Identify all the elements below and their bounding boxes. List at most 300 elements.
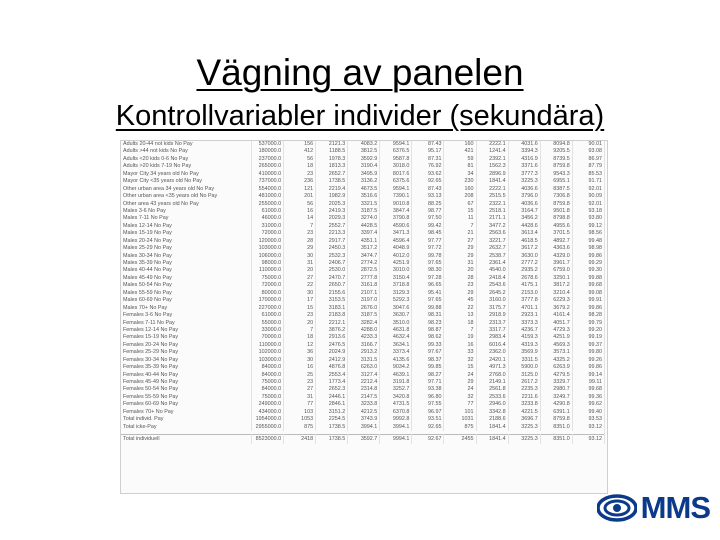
cell-value: 2946.0 [476, 401, 508, 408]
cell-value: 875 [444, 424, 476, 431]
cell-value: 1773.4 [316, 379, 348, 386]
cell-value: 99.30 [572, 267, 604, 274]
cell-value: 21 [444, 230, 476, 237]
cell-value: 3153.5 [316, 297, 348, 304]
table-row [121, 178, 605, 185]
cell-value: 9594.1 [380, 141, 412, 148]
cell-value: 9010.8 [380, 201, 412, 208]
row-label: Males 50-54 No Pay [121, 282, 252, 289]
cell-value: 99.42 [412, 223, 444, 230]
cell-value: 7 [444, 327, 476, 334]
cell-value: 87.43 [412, 141, 444, 148]
cell-value: 4236.7 [508, 327, 540, 334]
cell-value: 2025.3 [316, 201, 348, 208]
cell-value: 434000.0 [252, 409, 284, 416]
table-row [121, 409, 605, 416]
cell-value: 2913.2 [348, 349, 380, 356]
table-row [121, 312, 605, 319]
cell-value: 5900.0 [508, 364, 540, 371]
cell-value: 3164.7 [508, 208, 540, 215]
cell-value: 31000.0 [252, 223, 284, 230]
cell-value: 2913.6 [316, 334, 348, 341]
cell-value: 3274.0 [348, 215, 380, 222]
cell-value: 99.19 [572, 334, 604, 341]
cell-value: 2219.4 [316, 186, 348, 193]
cell-value: 1562.3 [476, 163, 508, 170]
cell-value: 93.80 [572, 215, 604, 222]
cell-value: 2918.9 [476, 312, 508, 319]
slide-title: Vägning av panelen [196, 52, 524, 93]
cell-value: 24 [444, 372, 476, 379]
cell-value: 1188.5 [316, 148, 348, 155]
cell-value: 27 [284, 275, 316, 282]
cell-value: 99.26 [572, 357, 604, 364]
cell-value: 106000.0 [252, 253, 284, 260]
cell-value: 3125.0 [508, 372, 540, 379]
cell-value: 3777.8 [508, 297, 540, 304]
row-label: Males 15-19 No Pay [121, 230, 252, 237]
cell-value: 3630.7 [380, 312, 412, 319]
row-label: Females 60-69 No Pay [121, 401, 252, 408]
cell-value: 1841.4 [476, 435, 508, 445]
cell-value: 6370.8 [380, 409, 412, 416]
cell-value: 3282.4 [348, 320, 380, 327]
cell-value: 4221.5 [508, 409, 540, 416]
cell-value: 18 [284, 163, 316, 170]
table-row [121, 416, 605, 423]
cell-value: 88.25 [412, 201, 444, 208]
row-label: Males 30-34 No Pay [121, 253, 252, 260]
cell-value: 3249.7 [540, 394, 572, 401]
row-label: Males 12-14 No Pay [121, 223, 252, 230]
cell-value: 98.56 [572, 230, 604, 237]
cell-value: 9034.2 [380, 364, 412, 371]
cell-value: 24 [444, 386, 476, 393]
cell-value: 3474.7 [348, 253, 380, 260]
cell-value: 2107.1 [348, 290, 380, 297]
cell-value: 2412.9 [316, 357, 348, 364]
cell-value: 3790.8 [380, 215, 412, 222]
cell-value: 31 [284, 260, 316, 267]
cell-value: 2532.3 [316, 253, 348, 260]
cell-value: 2872.5 [348, 267, 380, 274]
cell-value: 18 [284, 334, 316, 341]
cell-value: 99.14 [572, 372, 604, 379]
cell-value: 2418 [284, 435, 316, 445]
cell-value: 6759.0 [540, 267, 572, 274]
table-row [121, 364, 605, 371]
row-label: Males 60-69 No Pay [121, 297, 252, 304]
cell-value: 4351.1 [348, 238, 380, 245]
cell-value: 8351.0 [540, 435, 572, 445]
row-label: Females 7-11 No Pay [121, 320, 252, 327]
cell-value: 3136.2 [348, 178, 380, 185]
cell-value: 98.28 [572, 312, 604, 319]
row-label: Females 70+ No Pay [121, 409, 252, 416]
table-row [121, 357, 605, 364]
cell-value: 3129.3 [380, 290, 412, 297]
cell-value: 61000.0 [252, 312, 284, 319]
cell-value: 9594.1 [380, 186, 412, 193]
cell-value: 4290.8 [540, 401, 572, 408]
cell-value: 92.67 [412, 435, 444, 445]
cell-value: 3191.8 [380, 379, 412, 386]
cell-value: 1813.3 [316, 163, 348, 170]
cell-value: 46000.0 [252, 215, 284, 222]
cell-value: 160 [444, 186, 476, 193]
cell-value: 103 [284, 409, 316, 416]
cell-value: 2450.3 [316, 245, 348, 252]
cell-value: 4036.6 [508, 201, 540, 208]
cell-value: 4363.6 [540, 245, 572, 252]
cell-value: 2955000.0 [252, 424, 284, 431]
cell-value: 3183.1 [316, 305, 348, 312]
cell-value: 4428.5 [348, 223, 380, 230]
cell-value: 2678.6 [508, 275, 540, 282]
row-label: Adults <20 kids 0-6 No Pay [121, 156, 252, 163]
cell-value: 61000.0 [252, 208, 284, 215]
cell-value: 33 [444, 349, 476, 356]
cell-value: 2212.1 [316, 320, 348, 327]
cell-value: 4729.3 [540, 327, 572, 334]
cell-value: 410000.0 [252, 171, 284, 178]
row-label: Females 15-19 No Pay [121, 334, 252, 341]
cell-value: 4031.6 [508, 141, 540, 148]
cell-value: 28 [444, 275, 476, 282]
cell-value: 6376.5 [380, 148, 412, 155]
cell-value: 3569.9 [508, 349, 540, 356]
cell-value: 99.86 [572, 364, 604, 371]
cell-value: 8759.8 [540, 416, 572, 423]
cell-value: 14 [284, 215, 316, 222]
mms-logo [597, 490, 710, 526]
cell-value: 16 [284, 208, 316, 215]
cell-value: 3175.7 [476, 305, 508, 312]
cell-value: 4590.6 [380, 223, 412, 230]
cell-value: 421 [444, 148, 476, 155]
mms-eye-icon [597, 493, 637, 523]
cell-value: 3495.9 [348, 171, 380, 178]
cell-value: 2650.7 [316, 282, 348, 289]
cell-value: 33000.0 [252, 327, 284, 334]
cell-value: 3252.7 [380, 386, 412, 393]
cell-value: 20 [444, 267, 476, 274]
cell-value: 99.91 [572, 297, 604, 304]
cell-value: 99.11 [572, 379, 604, 386]
cell-value: 4632.4 [380, 334, 412, 341]
cell-value: 3151.2 [316, 409, 348, 416]
cell-value: 3373.4 [380, 349, 412, 356]
cell-value: 2652.3 [316, 386, 348, 393]
cell-value: 18 [444, 320, 476, 327]
table-row [121, 275, 605, 282]
cell-value: 76.92 [412, 163, 444, 170]
cell-value: 98.30 [412, 267, 444, 274]
cell-value: 75000.0 [252, 379, 284, 386]
cell-value: 98.98 [572, 245, 604, 252]
cell-value: 875 [284, 424, 316, 431]
cell-value: 28 [284, 238, 316, 245]
cell-value: 2153.0 [508, 290, 540, 297]
row-label: Mayor City 34 years old No Pay [121, 171, 252, 178]
cell-value: 2406.7 [316, 260, 348, 267]
cell-value: 4325.2 [540, 357, 572, 364]
cell-value: 77 [284, 401, 316, 408]
cell-value: 2254.5 [316, 416, 348, 423]
cell-value: 93.51 [412, 416, 444, 423]
cell-value: 8017.6 [380, 171, 412, 178]
cell-value: 92.65 [412, 424, 444, 431]
cell-value: 5292.3 [380, 297, 412, 304]
cell-value: 227000.0 [252, 305, 284, 312]
cell-value: 96.65 [412, 282, 444, 289]
table-row [121, 267, 605, 274]
cell-value: 2183.8 [316, 312, 348, 319]
cell-value: 4971.3 [476, 364, 508, 371]
cell-value: 20 [284, 267, 316, 274]
cell-value: 59 [444, 156, 476, 163]
cell-value: 99.62 [572, 401, 604, 408]
cell-value: 3961.7 [540, 260, 572, 267]
cell-value: 99.79 [572, 320, 604, 327]
cell-value: 4673.5 [348, 186, 380, 193]
row-label: Females 3-6 No Pay [121, 312, 252, 319]
cell-value: 99.40 [572, 409, 604, 416]
cell-value: 3394.3 [508, 148, 540, 155]
cell-value: 265000.0 [252, 163, 284, 170]
cell-value: 92.01 [572, 201, 604, 208]
cell-value: 93.38 [412, 386, 444, 393]
cell-value: 101 [444, 409, 476, 416]
cell-value: 3397.4 [348, 230, 380, 237]
cell-value: 3210.4 [540, 290, 572, 297]
cell-value: 156 [284, 141, 316, 148]
table-row [121, 156, 605, 163]
cell-value: 102000.0 [252, 349, 284, 356]
cell-value: 75000.0 [252, 275, 284, 282]
cell-value: 2476.5 [316, 342, 348, 349]
cell-value: 4319.3 [508, 342, 540, 349]
cell-value: 6955.1 [540, 178, 572, 185]
cell-value: 95.17 [412, 148, 444, 155]
cell-value: 86.97 [572, 156, 604, 163]
row-label: Males 55-59 No Pay [121, 290, 252, 297]
table-row [121, 349, 605, 356]
row-label: Other urban area 34 years old No Pay [121, 186, 252, 193]
cell-value: 249000.0 [252, 401, 284, 408]
cell-value: 9587.8 [380, 156, 412, 163]
cell-value: 90.09 [572, 193, 604, 200]
cell-value: 170000.0 [252, 297, 284, 304]
cell-value: 2446.1 [316, 394, 348, 401]
row-label: Other area 43 years old No Pay [121, 201, 252, 208]
cell-value: 4233.3 [348, 334, 380, 341]
cell-value: 3190.4 [348, 163, 380, 170]
cell-value: 2455 [444, 435, 476, 445]
cell-value: 3696.7 [508, 416, 540, 423]
cell-value: 7390.1 [380, 193, 412, 200]
cell-value: 2632.7 [476, 245, 508, 252]
cell-value: 3634.1 [380, 342, 412, 349]
cell-value: 121 [284, 186, 316, 193]
row-label: Mayor City <35 years old No Pay [121, 178, 252, 185]
cell-value: 11 [444, 215, 476, 222]
cell-value: 4251.9 [380, 260, 412, 267]
table-row [121, 386, 605, 393]
cell-value: 2222.1 [476, 186, 508, 193]
row-label: Males 45-49 No Pay [121, 275, 252, 282]
cell-value: 56 [284, 201, 316, 208]
table-row [121, 320, 605, 327]
cell-value: 1978.3 [316, 156, 348, 163]
table-row [121, 297, 605, 304]
cell-value: 99.88 [412, 305, 444, 312]
cell-value: 4428.6 [508, 223, 540, 230]
cell-value: 77 [444, 401, 476, 408]
cell-value: 9501.8 [540, 208, 572, 215]
table-row [121, 186, 605, 193]
cell-value: 29 [444, 245, 476, 252]
cell-value: 72000.0 [252, 230, 284, 237]
cell-value: 31 [284, 394, 316, 401]
cell-value: 98.37 [412, 357, 444, 364]
cell-value: 2617.2 [508, 379, 540, 386]
row-label: Males 35-39 No Pay [121, 260, 252, 267]
cell-value: 2121.3 [316, 141, 348, 148]
row-label: Males 40-44 No Pay [121, 267, 252, 274]
cell-value: 67 [444, 201, 476, 208]
mms-logo-text: MMS [640, 490, 710, 525]
cell-value: 2361.4 [476, 260, 508, 267]
row-label: Males 25-29 No Pay [121, 245, 252, 252]
cell-value: 2774.2 [348, 260, 380, 267]
cell-value: 7 [284, 327, 316, 334]
cell-value: 2530.0 [316, 267, 348, 274]
cell-value: 2777.2 [508, 260, 540, 267]
cell-value: 36 [284, 349, 316, 356]
cell-value: 99.36 [572, 394, 604, 401]
cell-value: 27 [284, 386, 316, 393]
cell-value: 84000.0 [252, 364, 284, 371]
cell-value: 8759.8 [540, 201, 572, 208]
cell-value: 103000.0 [252, 245, 284, 252]
cell-value: 6229.3 [540, 297, 572, 304]
cell-value: 2518.1 [476, 208, 508, 215]
cell-value: 16 [444, 342, 476, 349]
cell-value: 2024.9 [316, 349, 348, 356]
cell-value: 3225.3 [508, 424, 540, 431]
row-label: Females 20-24 No Pay [121, 342, 252, 349]
cell-value: 3250.1 [540, 275, 572, 282]
cell-value: 3456.2 [508, 215, 540, 222]
cell-value: 2676.0 [348, 305, 380, 312]
table-row [121, 327, 605, 334]
cell-value: 93.53 [572, 416, 604, 423]
cell-value: 3166.7 [348, 342, 380, 349]
cell-value: 2515.5 [476, 193, 508, 200]
cell-value: 13 [444, 312, 476, 319]
cell-value: 99.78 [412, 253, 444, 260]
cell-value: 3373.3 [508, 320, 540, 327]
cell-value: 2935.2 [508, 267, 540, 274]
cell-value: 120000.0 [252, 238, 284, 245]
cell-value: 3743.9 [348, 416, 380, 423]
cell-value: 4569.3 [540, 342, 572, 349]
cell-value: 30 [284, 357, 316, 364]
table-row [121, 253, 605, 260]
row-label: Males 3-6 No Pay [121, 208, 252, 215]
cell-value: 99.12 [572, 223, 604, 230]
cell-value: 3517.2 [348, 245, 380, 252]
cell-value: 208 [444, 193, 476, 200]
cell-value: 230 [444, 178, 476, 185]
cell-value: 1053 [284, 416, 316, 423]
cell-value: 237000.0 [252, 156, 284, 163]
cell-value: 3197.0 [348, 297, 380, 304]
cell-value: 160 [444, 141, 476, 148]
cell-value: 2029.3 [316, 215, 348, 222]
table-row [121, 260, 605, 267]
cell-value: 95.41 [412, 290, 444, 297]
row-label: Females 40-44 No Pay [121, 372, 252, 379]
cell-value: 537000.0 [252, 141, 284, 148]
cell-value: 2313.7 [476, 320, 508, 327]
cell-value: 3994.1 [380, 424, 412, 431]
cell-value: 6263.0 [348, 364, 380, 371]
table-row [121, 223, 605, 230]
cell-value: 2563.6 [476, 230, 508, 237]
cell-value: 3679.2 [540, 305, 572, 312]
cell-value: 2155.6 [316, 290, 348, 297]
cell-value: 1738.5 [316, 435, 348, 445]
cell-value: 1031 [444, 416, 476, 423]
table-row [121, 193, 605, 200]
cell-value: 23 [284, 171, 316, 178]
cell-value: 2314.8 [348, 386, 380, 393]
cell-value: 98.45 [412, 230, 444, 237]
cell-value: 3160.0 [476, 297, 508, 304]
cell-value: 110000.0 [252, 342, 284, 349]
cell-value: 4159.3 [508, 334, 540, 341]
cell-value: 4279.5 [540, 372, 572, 379]
cell-value: 75000.0 [252, 394, 284, 401]
cell-value: 15 [284, 305, 316, 312]
cell-value: 99.68 [572, 282, 604, 289]
cell-value: 84000.0 [252, 372, 284, 379]
cell-value: 1738.5 [316, 424, 348, 431]
cell-value: 4251.9 [540, 334, 572, 341]
cell-value: 2896.9 [476, 171, 508, 178]
cell-value: 3342.8 [476, 409, 508, 416]
cell-value: 4876.8 [316, 364, 348, 371]
cell-value: 3847.4 [380, 208, 412, 215]
table-row [121, 334, 605, 341]
table-row [121, 379, 605, 386]
cell-value: 30 [284, 290, 316, 297]
cell-value: 96.80 [412, 394, 444, 401]
cell-value: 87.79 [572, 163, 604, 170]
cell-value: 29 [444, 253, 476, 260]
cell-value: 2533.6 [476, 394, 508, 401]
cell-value: 93.12 [572, 424, 604, 431]
cell-value: 2420.1 [476, 357, 508, 364]
cell-value: 2147.5 [348, 394, 380, 401]
cell-value: 1738.5 [316, 178, 348, 185]
cell-value: 3573.1 [540, 349, 572, 356]
cell-value: 2470.7 [316, 275, 348, 282]
cell-value: 23 [284, 230, 316, 237]
cell-value: 4892.7 [540, 238, 572, 245]
